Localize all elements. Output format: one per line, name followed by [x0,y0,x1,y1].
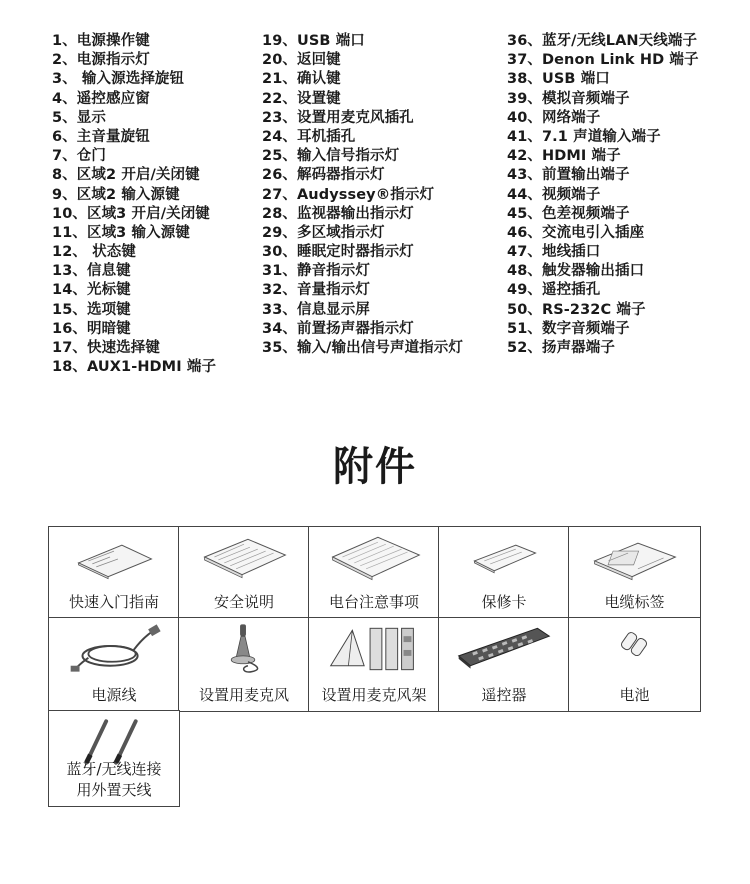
part-item: 26、解码器指示灯 [262,167,385,184]
part-item: 48、触发器输出插口 [507,263,645,280]
part-item: 38、USB 端口 [507,71,610,88]
accessory-mic-stand [308,617,440,712]
part-item: 10、区域3 开启/关闭键 [52,205,210,222]
part-item: 23、设置用麦克风插孔 [262,109,414,126]
radio-notes-icon [309,531,439,583]
part-item: 7、仓门 [52,148,106,165]
part-item: 29、多区域指示灯 [262,224,385,241]
part-item: 51、数字音频端子 [507,320,630,337]
part-item: 37、Denon Link HD 端子 [507,52,699,69]
part-item: 25、输入信号指示灯 [262,148,400,165]
part-item: 13、信息键 [52,263,131,280]
accessory-label: 遥控器 [481,686,527,704]
accessory-warranty-card [438,526,570,619]
accessory-label: 设置用麦克风架 [321,686,427,704]
part-item: 45、色差视频端子 [507,205,630,222]
part-item: 8、区域2 开启/关闭键 [52,167,200,184]
part-item: 44、视频端子 [507,186,601,203]
part-item: 22、设置键 [262,90,341,107]
accessory-remote-control [438,617,570,712]
part-item: 33、信息显示屏 [262,301,370,318]
warranty-card-icon [439,531,569,583]
accessory-label-line-1: 蓝牙/无线连接 [66,760,162,778]
safety-manual-icon [179,531,309,583]
power-cord-icon [49,622,179,674]
part-item: 14、光标键 [52,282,131,299]
part-item: 42、HDMI 端子 [507,148,621,165]
part-item: 46、交流电引入插座 [507,224,645,241]
part-item: 19、USB 端口 [262,33,365,49]
accessory-label-line-2: 用外置天线 [76,781,152,799]
accessory-quick-guide [48,526,180,619]
part-item: 34、前置扬声器指示灯 [262,320,414,337]
part-item: 28、监视器输出指示灯 [262,205,414,222]
accessories-grid [48,526,701,807]
part-item: 6、主音量旋钮 [52,128,150,145]
part-item: 21、确认键 [262,71,341,88]
part-item: 24、耳机插孔 [262,128,356,145]
accessory-antenna [48,710,180,807]
accessory-label: 电台注意事项 [328,593,419,611]
accessory-label: 电池 [619,686,650,704]
part-item: 16、明暗键 [52,320,131,337]
part-item: 35、输入/输出信号声道指示灯 [262,340,463,356]
part-item: 50、RS-232C 端子 [507,301,646,318]
part-item: 40、网络端子 [507,109,601,126]
accessory-label: 设置用麦克风 [198,686,289,704]
part-item: 5、显示 [52,109,106,126]
part-item: 47、地线插口 [507,244,601,261]
mic-stand-icon [309,622,439,674]
part-item: 43、前置输出端子 [507,167,630,184]
parts-list-column-2 [262,32,463,358]
accessory-label: 安全说明 [213,593,274,611]
accessory-power-cord [48,617,180,712]
part-item: 1、电源操作键 [52,33,150,49]
part-item: 41、7.1 声道输入端子 [507,128,661,145]
parts-list-column-1 [52,32,216,377]
part-item: 3、 输入源选择旋钮 [52,71,185,88]
parts-list-column-3 [507,32,699,358]
remote-control-icon [439,622,569,674]
accessory-label: 快速入门指南 [68,593,159,611]
part-item: 49、遥控插孔 [507,282,601,299]
part-item: 12、 状态键 [52,244,136,261]
accessory-cable-labels [568,526,701,619]
accessory-label: 电源线 [91,686,137,704]
part-item: 20、返回键 [262,52,341,69]
accessory-label: 保修卡 [481,593,527,611]
part-item: 4、遥控感应窗 [52,90,150,107]
part-item: 17、快速选择键 [52,340,160,356]
part-item: 36、蓝牙/无线LAN天线端子 [507,33,698,49]
part-item: 30、睡眠定时器指示灯 [262,244,414,261]
part-item: 52、扬声器端子 [507,340,615,356]
quick-guide-icon [49,531,179,583]
part-item: 18、AUX1-HDMI 端子 [52,359,217,376]
accessory-label [49,759,179,801]
battery-icon [569,622,700,674]
part-item: 31、静音指示灯 [262,263,370,280]
accessory-battery [568,617,701,712]
part-item: 11、区域3 输入源键 [52,224,190,241]
part-item: 2、电源指示灯 [52,52,150,69]
accessory-setup-mic [178,617,310,712]
accessories-title: 附件 [333,444,417,490]
part-item: 27、Audyssey®指示灯 [262,186,435,203]
accessory-safety-manual [178,526,310,619]
cable-labels-icon [569,531,700,583]
part-item: 32、音量指示灯 [262,282,370,299]
accessory-label: 电缆标签 [604,593,665,611]
part-item: 9、区域2 输入源键 [52,186,180,203]
part-item: 39、模拟音频端子 [507,90,630,107]
part-item: 15、选项键 [52,301,131,318]
accessory-radio-notes [308,526,440,619]
setup-mic-icon [179,622,309,674]
